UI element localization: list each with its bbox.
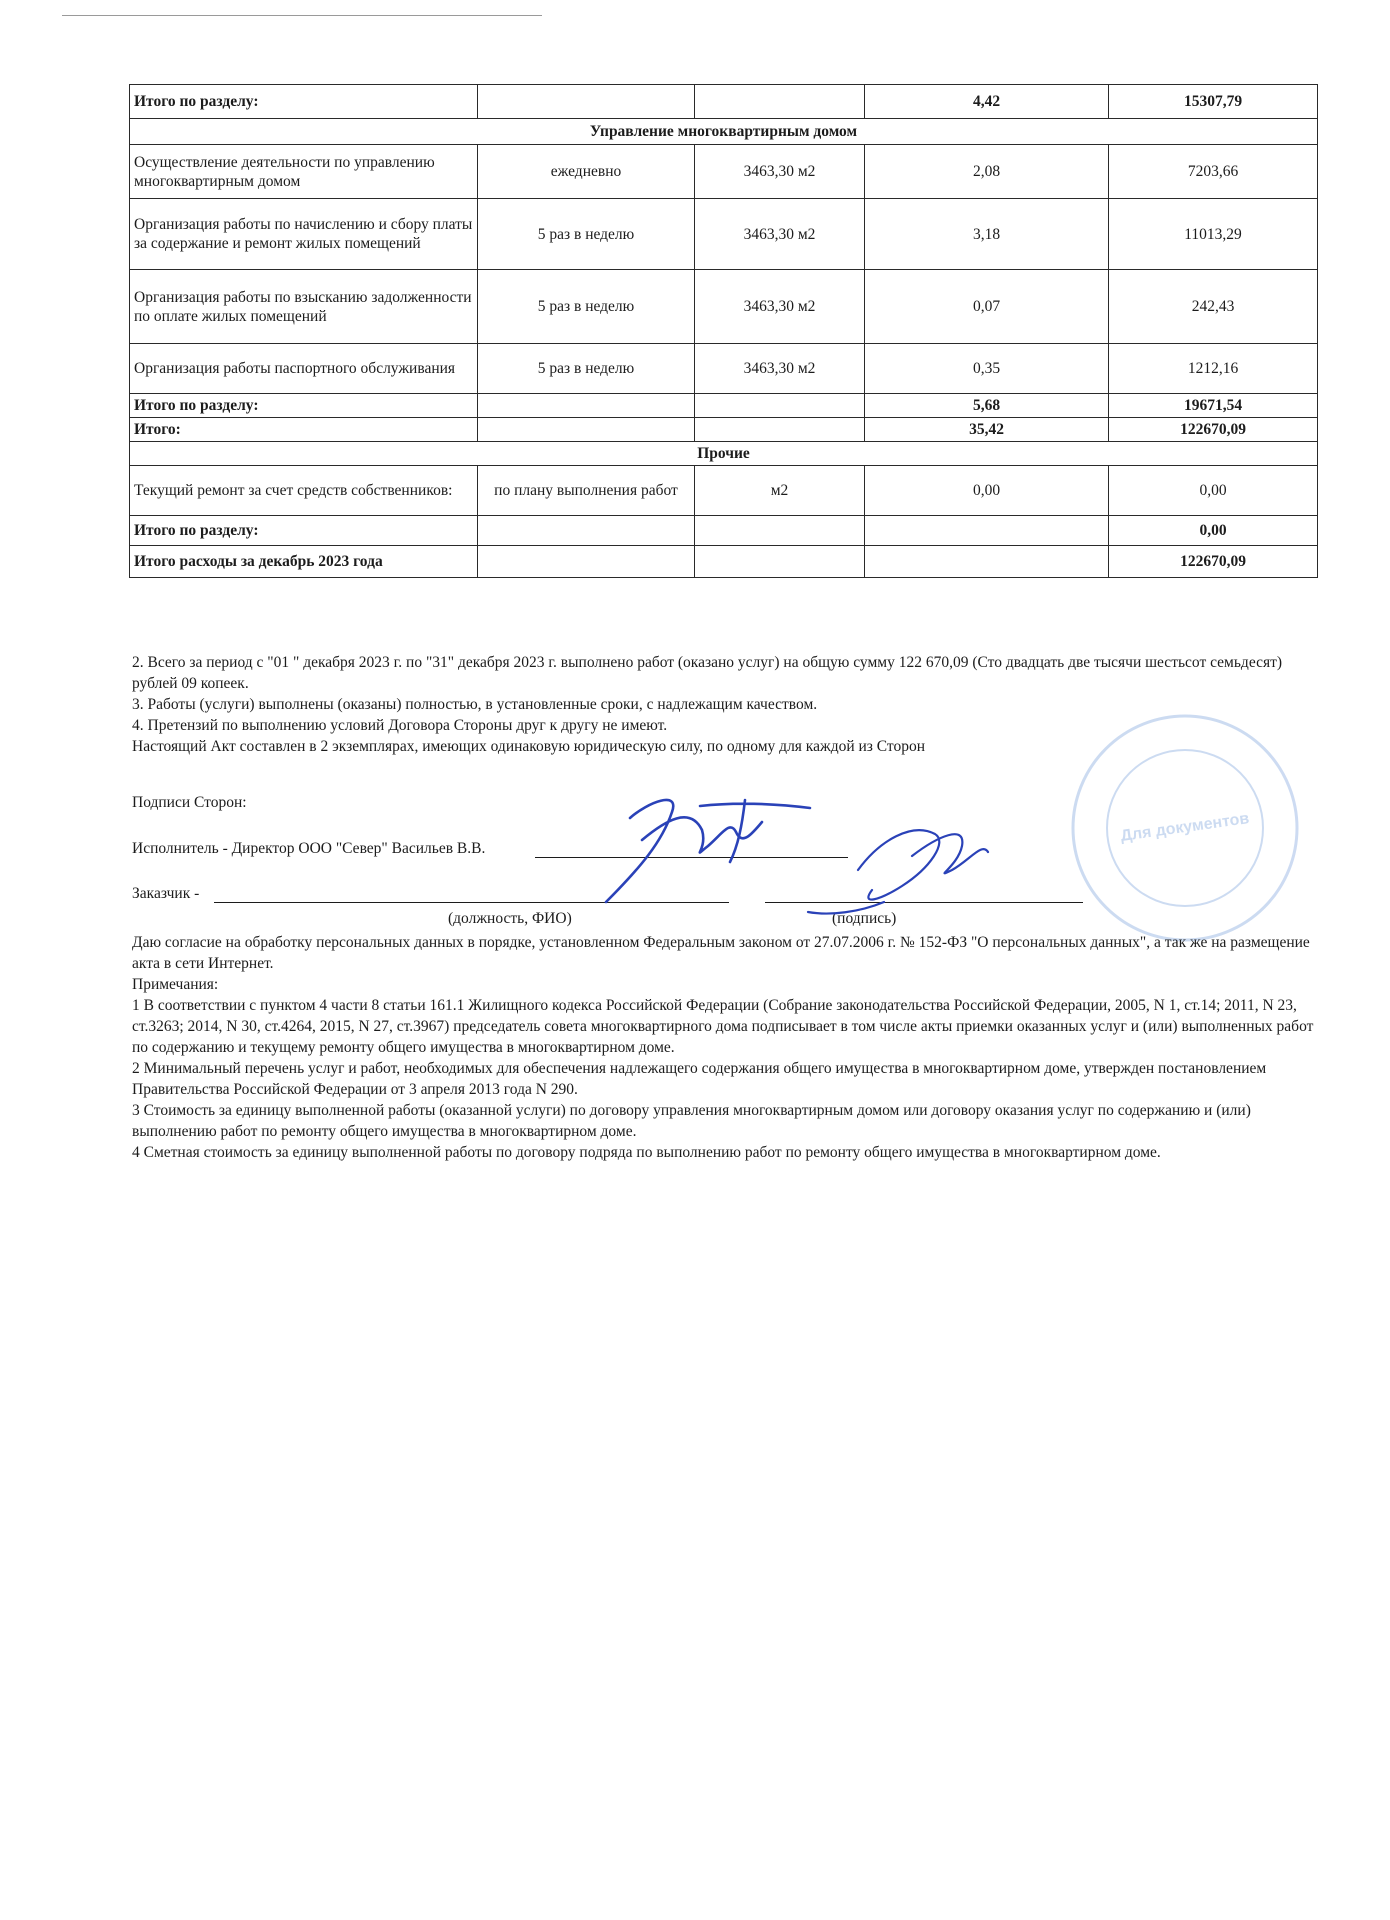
executor-underline [535, 857, 848, 858]
row-volume [695, 418, 865, 442]
row-frequency: ежедневно [478, 145, 695, 199]
row-frequency: по плану выполнения работ [478, 466, 695, 516]
row-volume: 3463,30 м2 [695, 344, 865, 394]
section-title: Управление многоквартирным домом [130, 119, 1318, 145]
table-row [130, 199, 1318, 270]
clause-quality: 3. Работы (услуги) выполнены (оказаны) полностью, в установленные сроки, с надлежащим качеством. [132, 696, 818, 713]
table-row [130, 145, 1318, 199]
table-row-total [130, 516, 1318, 546]
services-table [129, 84, 1318, 578]
row-label: Текущий ремонт за счет средств собственников: [130, 466, 478, 516]
row-volume: м2 [695, 466, 865, 516]
row-volume [695, 516, 865, 546]
row-sum: 1212,16 [1109, 344, 1318, 394]
row-volume [695, 394, 865, 418]
row-sum: 122670,09 [1109, 546, 1318, 578]
sign-caption: (подпись) [832, 910, 897, 927]
table-row-total [130, 546, 1318, 578]
row-sum: 0,00 [1109, 516, 1318, 546]
clause-claims: 4. Претензий по выполнению условий Договора Стороны друг к другу не имеют. [132, 717, 668, 734]
row-rate: 3,18 [865, 199, 1109, 270]
customer-line: Заказчик - [132, 885, 200, 902]
customer-position-underline [214, 902, 729, 903]
remarks-heading: Примечания: [132, 976, 219, 993]
row-frequency: 5 раз в неделю [478, 199, 695, 270]
row-frequency [478, 418, 695, 442]
row-frequency [478, 546, 695, 578]
top-divider [62, 15, 542, 16]
table-row-total [130, 418, 1318, 442]
row-sum: 0,00 [1109, 466, 1318, 516]
table-section-row [130, 442, 1318, 466]
row-label: Организация работы паспортного обслуживания [130, 344, 478, 394]
position-caption: (должность, ФИО) [448, 910, 572, 927]
executor-signature [606, 800, 810, 902]
row-volume: 3463,30 м2 [695, 145, 865, 199]
row-label: Итого: [130, 418, 478, 442]
row-volume [695, 85, 865, 119]
table-row [130, 466, 1318, 516]
row-volume [695, 546, 865, 578]
consent-and-remarks [132, 932, 1318, 1163]
row-sum: 7203,66 [1109, 145, 1318, 199]
row-frequency [478, 516, 695, 546]
consent-text: Даю согласие на обработку персональных данных в порядке, установленном Федеральным законом от 27.07.2006 г. № 152-ФЗ "О персональных данных", а так же на размещение акта в сети Интернет. [132, 934, 1310, 972]
table-row-total [130, 85, 1318, 119]
row-sum: 19671,54 [1109, 394, 1318, 418]
section-title: Прочие [130, 442, 1318, 466]
row-sum: 15307,79 [1109, 85, 1318, 119]
row-rate: 0,00 [865, 466, 1109, 516]
signatures-heading: Подписи Сторон: [132, 794, 247, 811]
row-rate: 4,42 [865, 85, 1109, 119]
row-rate [865, 546, 1109, 578]
row-rate [865, 516, 1109, 546]
clause-total: 2. Всего за период с "01 " декабря 2023 г. по "31" декабря 2023 г. выполнено работ (оказано услуг) на общую сумму 122 670,09 (Сто двадцать две тысячи шестьсот семьдесят) рублей 09 копеек. [132, 654, 1283, 692]
table-row [130, 270, 1318, 344]
row-frequency [478, 85, 695, 119]
remark-2: 2 Минимальный перечень услуг и работ, необходимых для обеспечения надлежащего содержания общего имущества в многоквартирном доме, утвержден постановлением Правительства Российской Федерации от 3 апреля 2013 года N 290. [132, 1060, 1267, 1098]
row-label: Организация работы по начислению и сбору платы за содержание и ремонт жилых помещений [130, 199, 478, 270]
row-frequency: 5 раз в неделю [478, 270, 695, 344]
row-label: Осуществление деятельности по управлению многоквартирным домом [130, 145, 478, 199]
row-frequency: 5 раз в неделю [478, 344, 695, 394]
row-volume: 3463,30 м2 [695, 199, 865, 270]
table-section-row [130, 119, 1318, 145]
table-row [130, 344, 1318, 394]
table-row-total [130, 394, 1318, 418]
row-rate: 35,42 [865, 418, 1109, 442]
row-frequency [478, 394, 695, 418]
row-sum: 122670,09 [1109, 418, 1318, 442]
row-label: Организация работы по взысканию задолженности по оплате жилых помещений [130, 270, 478, 344]
remark-3: 3 Стоимость за единицу выполненной работы (оказанной услуги) по договору управления многоквартирным домом или договору оказания услуг по содержанию и (или) выполнению работ по ремонту общего имущества в многоквартирном доме. [132, 1102, 1251, 1140]
act-clauses [132, 652, 1318, 757]
row-rate: 0,35 [865, 344, 1109, 394]
clause-copies: Настоящий Акт составлен в 2 экземплярах, имеющих одинаковую юридическую силу, по одному для каждой из Сторон [132, 738, 926, 755]
row-sum: 242,43 [1109, 270, 1318, 344]
executor-line: Исполнитель - Директор ООО "Север" Васильев В.В. [132, 840, 486, 857]
row-sum: 11013,29 [1109, 199, 1318, 270]
row-label: Итого по разделу: [130, 85, 478, 119]
row-volume: 3463,30 м2 [695, 270, 865, 344]
row-label: Итого по разделу: [130, 394, 478, 418]
row-label: Итого расходы за декабрь 2023 года [130, 546, 478, 578]
remark-4: 4 Сметная стоимость за единицу выполненной работы по договору подряда по выполнению работ по ремонту общего имущества в многоквартирном доме. [132, 1144, 1161, 1161]
stamp-text: Для документов [1119, 810, 1251, 845]
row-rate: 0,07 [865, 270, 1109, 344]
customer-sign-underline [765, 902, 1083, 903]
remark-1: 1 В соответствии с пунктом 4 части 8 статьи 161.1 Жилищного кодекса Российской Федерации (Собрание законодательства Российской Федерации, 2005, N 1, ст.14; 2011, N 23, ст.3263; 2014, N 30, ст.4264, 2015, N 27, ст.3967) председатель совета многоквартирного дома подписывает в том числе акты приемки оказанных услуг и (или) выполненных работ по содержанию и текущему ремонту общего имущества в многоквартирном доме. [132, 997, 1314, 1056]
row-label: Итого по разделу: [130, 516, 478, 546]
row-rate: 2,08 [865, 145, 1109, 199]
row-rate: 5,68 [865, 394, 1109, 418]
